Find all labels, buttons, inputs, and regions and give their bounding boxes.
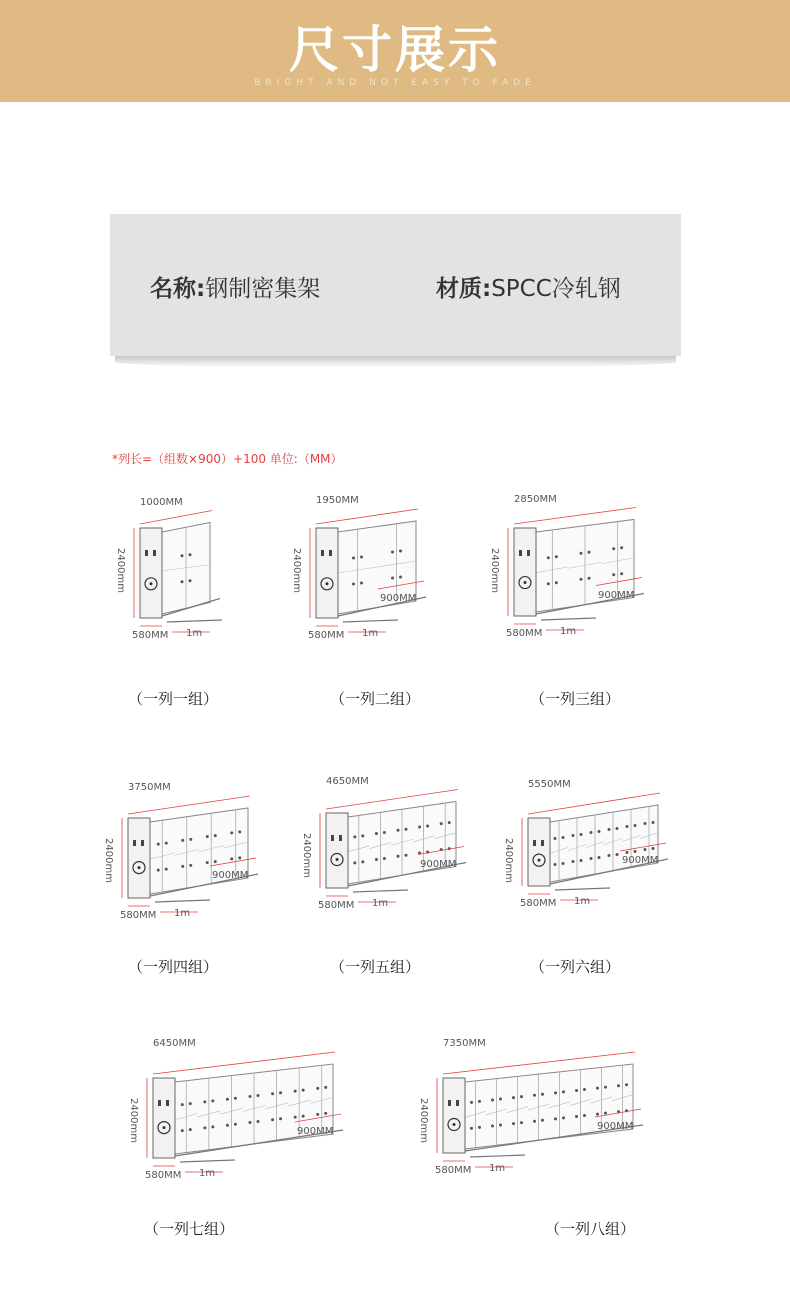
door-handle [391, 551, 394, 554]
door-handle [157, 843, 160, 846]
door-handle [533, 1094, 536, 1097]
length-dimension-line [316, 509, 418, 524]
width-label: 900MM [380, 593, 417, 604]
depth-label: 580MM [120, 910, 157, 921]
door-handle [238, 856, 241, 859]
cabinet-caption: （一列二组） [330, 690, 421, 708]
cabinet-end-panel [140, 528, 162, 618]
cabinet-caption: （一列五组） [330, 958, 421, 976]
door-handle [617, 1084, 620, 1087]
door-handle [572, 834, 575, 837]
door-handle [604, 1112, 607, 1115]
length-label: 1950MM [316, 495, 359, 506]
door-handle [541, 1093, 544, 1096]
door-handle [533, 1120, 536, 1123]
door-handle [399, 576, 402, 579]
door-handle [547, 556, 550, 559]
door-handle [562, 1090, 565, 1093]
door-handle [294, 1090, 297, 1093]
door-handle [554, 1117, 557, 1120]
door-handle [588, 577, 591, 580]
door-handle [361, 860, 364, 863]
height-label: 2400mm [301, 833, 312, 878]
door-handle [189, 553, 192, 556]
length-formula: *列长=（组数×900）+100 单位:（MM） [112, 452, 343, 466]
length-label: 5550MM [528, 779, 571, 790]
door-handle [271, 1092, 274, 1095]
door-handle [181, 554, 184, 557]
door-handle [547, 582, 550, 585]
door-handle [608, 854, 611, 857]
door-handle [257, 1120, 260, 1123]
info-box-shadow [115, 356, 676, 368]
door-handle [230, 857, 233, 860]
door-handle [426, 824, 429, 827]
door-handle [572, 860, 575, 863]
door-handle [316, 1087, 319, 1090]
end-panel-handle [166, 1100, 169, 1106]
end-panel-handle [153, 550, 156, 556]
hand-wheel-hub [326, 582, 329, 585]
door-handle [189, 579, 192, 582]
cabinet-drawing [500, 790, 670, 908]
hand-wheel-hub [538, 859, 541, 862]
door-handle [590, 857, 593, 860]
hand-wheel-hub [163, 1126, 166, 1129]
door-handle [189, 838, 192, 841]
door-handle [279, 1117, 282, 1120]
door-handle [554, 1091, 557, 1094]
door-handle [294, 1116, 297, 1119]
door-handle [512, 1122, 515, 1125]
aisle-label: 1m [174, 908, 191, 919]
door-handle [580, 578, 583, 581]
door-handle [512, 1096, 515, 1099]
door-handle [230, 831, 233, 834]
cabinet-end-panel [316, 528, 338, 618]
aisle-label: 1m [574, 896, 591, 907]
product-name-label: 名称: [150, 276, 206, 302]
cabinet-end-panel [153, 1078, 175, 1158]
cabinet-drawing [125, 1050, 345, 1180]
door-handle [352, 583, 355, 586]
door-handle [634, 850, 637, 853]
aisle-label: 1m [199, 1168, 216, 1179]
end-panel-handle [331, 835, 334, 841]
door-handle [478, 1126, 481, 1129]
door-handle [324, 1112, 327, 1115]
cabinet-diagram [415, 1038, 645, 1176]
door-handle [302, 1115, 305, 1118]
cabinet-diagram [100, 782, 260, 921]
depth-label: 580MM [520, 898, 557, 909]
door-handle [598, 856, 601, 859]
door-handle [652, 847, 655, 850]
depth-label: 580MM [318, 900, 355, 911]
product-name-value: 钢制密集架 [205, 276, 321, 302]
door-handle [580, 859, 583, 862]
height-label: 2400mm [489, 548, 500, 593]
page-title: 尺寸展示 [289, 21, 501, 79]
door-handle [383, 857, 386, 860]
door-handle [165, 842, 168, 845]
door-handle [206, 835, 209, 838]
floor-rail [167, 620, 222, 622]
cabinet-drawing [112, 500, 222, 640]
door-handle [211, 1125, 214, 1128]
door-handle [478, 1100, 481, 1103]
aisle-label: 1m [560, 626, 577, 637]
door-handle [620, 572, 623, 575]
door-handle [189, 1102, 192, 1105]
door-handle [612, 547, 615, 550]
door-handle [520, 1095, 523, 1098]
cabinet-end-panel [528, 818, 550, 886]
door-handle [360, 582, 363, 585]
door-handle [302, 1089, 305, 1092]
cabinet-body [550, 805, 658, 882]
door-handle [554, 863, 557, 866]
door-handle [520, 1121, 523, 1124]
door-handle [214, 860, 217, 863]
door-handle [189, 864, 192, 867]
door-handle [555, 555, 558, 558]
end-panel-handle [541, 840, 544, 846]
door-handle [616, 853, 619, 856]
floor-rail [555, 888, 610, 890]
door-handle [214, 834, 217, 837]
door-handle [448, 821, 451, 824]
floor-rail [343, 620, 398, 622]
depth-label: 580MM [132, 630, 169, 641]
page-subtitle: BRIGHT AND NOT EASY TO FADE [254, 78, 536, 88]
door-handle [625, 1083, 628, 1086]
header-banner [0, 0, 790, 102]
depth-label: 580MM [506, 628, 543, 639]
floor-rail [180, 1160, 235, 1162]
door-handle [588, 551, 591, 554]
cabinet-end-panel [326, 813, 348, 888]
door-handle [644, 848, 647, 851]
door-handle [181, 580, 184, 583]
end-panel-handle [339, 835, 342, 841]
length-label: 7350MM [443, 1038, 486, 1049]
height-label: 2400mm [291, 548, 302, 593]
door-handle [604, 1086, 607, 1089]
door-handle [353, 835, 356, 838]
height-label: 2400mm [115, 548, 126, 593]
cabinet-end-panel [128, 818, 150, 898]
door-handle [397, 829, 400, 832]
door-handle [181, 865, 184, 868]
door-handle [583, 1114, 586, 1117]
end-panel-handle [158, 1100, 161, 1106]
depth-label: 580MM [435, 1165, 472, 1176]
width-label: 900MM [212, 870, 249, 881]
door-handle [541, 1119, 544, 1122]
cabinet-body [465, 1064, 633, 1149]
length-label: 2850MM [514, 493, 557, 505]
cabinet-diagram [486, 493, 646, 639]
length-dimension-line [140, 511, 212, 525]
door-handle [189, 1128, 192, 1131]
width-label: 900MM [297, 1126, 334, 1137]
end-panel-handle [533, 840, 536, 846]
aisle-label: 1m [372, 898, 389, 909]
door-handle [562, 1116, 565, 1119]
product-name [150, 270, 320, 303]
door-handle [181, 839, 184, 842]
door-handle [554, 837, 557, 840]
door-handle [353, 861, 356, 864]
end-panel-handle [329, 550, 332, 556]
floor-rail [470, 1155, 525, 1157]
door-handle [405, 854, 408, 857]
door-handle [226, 1098, 229, 1101]
product-material-value: SPCC冷轧钢 [491, 276, 621, 302]
length-label: 3750MM [128, 782, 171, 793]
cabinet-drawing [100, 790, 260, 920]
aisle-label: 1m [186, 628, 203, 639]
door-handle [644, 822, 647, 825]
floor-rail [541, 618, 596, 620]
floor-rail [353, 890, 408, 892]
aisle-label: 1m [362, 628, 379, 639]
door-handle [352, 557, 355, 560]
door-handle [616, 827, 619, 830]
width-label: 900MM [622, 855, 659, 866]
height-label: 2400mm [418, 1098, 429, 1143]
door-handle [499, 1123, 502, 1126]
depth-label: 580MM [145, 1170, 182, 1181]
door-handle [470, 1101, 473, 1104]
door-handle [181, 1103, 184, 1106]
door-handle [181, 1129, 184, 1132]
door-handle [226, 1124, 229, 1127]
door-handle [580, 552, 583, 555]
length-label: 6450MM [153, 1038, 196, 1049]
length-label: 4650MM [326, 775, 369, 787]
cabinet-caption: （一列四组） [128, 958, 219, 976]
cabinet-drawing [415, 1050, 645, 1175]
door-handle [608, 828, 611, 831]
cabinet-caption: （一列七组） [144, 1220, 235, 1238]
door-handle [583, 1088, 586, 1091]
cabinet-diagram [298, 775, 468, 911]
door-handle [575, 1089, 578, 1092]
door-handle [405, 828, 408, 831]
cabinet-caption: （一列六组） [530, 958, 621, 976]
product-info-box [110, 214, 681, 356]
cabinet-caption: （一列三组） [530, 690, 621, 708]
door-handle [499, 1097, 502, 1100]
door-handle [203, 1100, 206, 1103]
hand-wheel-hub [336, 858, 339, 861]
door-handle [626, 851, 629, 854]
cabinet-drawing [288, 500, 428, 640]
door-handle [249, 1095, 252, 1098]
door-handle [271, 1118, 274, 1121]
door-handle [491, 1098, 494, 1101]
end-panel-handle [141, 840, 144, 846]
door-handle [279, 1091, 282, 1094]
door-handle [634, 824, 637, 827]
door-handle [257, 1094, 260, 1097]
door-handle [470, 1127, 473, 1130]
door-handle [562, 862, 565, 865]
door-handle [596, 1087, 599, 1090]
cabinet-diagram [500, 779, 670, 909]
door-handle [375, 832, 378, 835]
hand-wheel-hub [453, 1123, 456, 1126]
end-panel-handle [145, 550, 148, 556]
cabinet-drawing [486, 500, 646, 638]
end-panel-handle [456, 1100, 459, 1106]
cabinet-diagram [288, 495, 428, 641]
end-panel-handle [133, 840, 136, 846]
cabinet-caption: （一列一组） [128, 690, 219, 708]
door-handle [575, 1115, 578, 1118]
hand-wheel-hub [150, 582, 153, 585]
aisle-label: 1m [489, 1163, 506, 1174]
door-handle [234, 1097, 237, 1100]
cabinet-diagram [112, 496, 222, 641]
hand-wheel-hub [524, 581, 527, 584]
length-label: 1000MM [140, 496, 183, 508]
door-handle [590, 831, 593, 834]
height-label: 2400mm [103, 838, 114, 883]
door-handle [626, 825, 629, 828]
height-label: 2400mm [503, 838, 514, 883]
end-panel-handle [448, 1100, 451, 1106]
cabinet-end-panel [514, 528, 536, 616]
width-label: 900MM [420, 858, 457, 870]
cabinet-caption: （一列八组） [545, 1220, 636, 1238]
cabinet-body [150, 808, 248, 894]
door-handle [157, 869, 160, 872]
door-handle [620, 546, 623, 549]
end-panel-handle [519, 550, 522, 556]
product-material-label: 材质: [436, 276, 492, 302]
cabinet-diagram [125, 1038, 345, 1181]
width-label: 900MM [597, 1121, 634, 1132]
door-handle [598, 830, 601, 833]
door-handle [399, 550, 402, 553]
door-handle [612, 573, 615, 576]
door-handle [440, 822, 443, 825]
door-handle [652, 821, 655, 824]
floor-rail [155, 900, 210, 902]
door-handle [491, 1124, 494, 1127]
door-handle [211, 1099, 214, 1102]
door-handle [596, 1113, 599, 1116]
cabinet-drawing [298, 785, 468, 910]
width-label: 900MM [598, 589, 635, 601]
door-handle [203, 1126, 206, 1129]
door-handle [580, 833, 583, 836]
door-handle [234, 1123, 237, 1126]
door-handle [375, 858, 378, 861]
door-handle [206, 861, 209, 864]
door-handle [360, 556, 363, 559]
door-handle [383, 831, 386, 834]
height-label: 2400mm [128, 1098, 139, 1143]
end-panel-handle [527, 550, 530, 556]
door-handle [316, 1113, 319, 1116]
door-handle [165, 868, 168, 871]
door-handle [324, 1086, 327, 1089]
door-handle [555, 581, 558, 584]
cabinet-end-panel [443, 1078, 465, 1153]
door-handle [361, 834, 364, 837]
door-handle [238, 830, 241, 833]
door-handle [562, 836, 565, 839]
door-handle [249, 1121, 252, 1124]
product-material [436, 270, 621, 303]
door-handle [397, 855, 400, 858]
depth-label: 580MM [308, 630, 345, 641]
end-panel-handle [321, 550, 324, 556]
door-handle [391, 577, 394, 580]
door-handle [418, 825, 421, 828]
hand-wheel-hub [138, 866, 141, 869]
